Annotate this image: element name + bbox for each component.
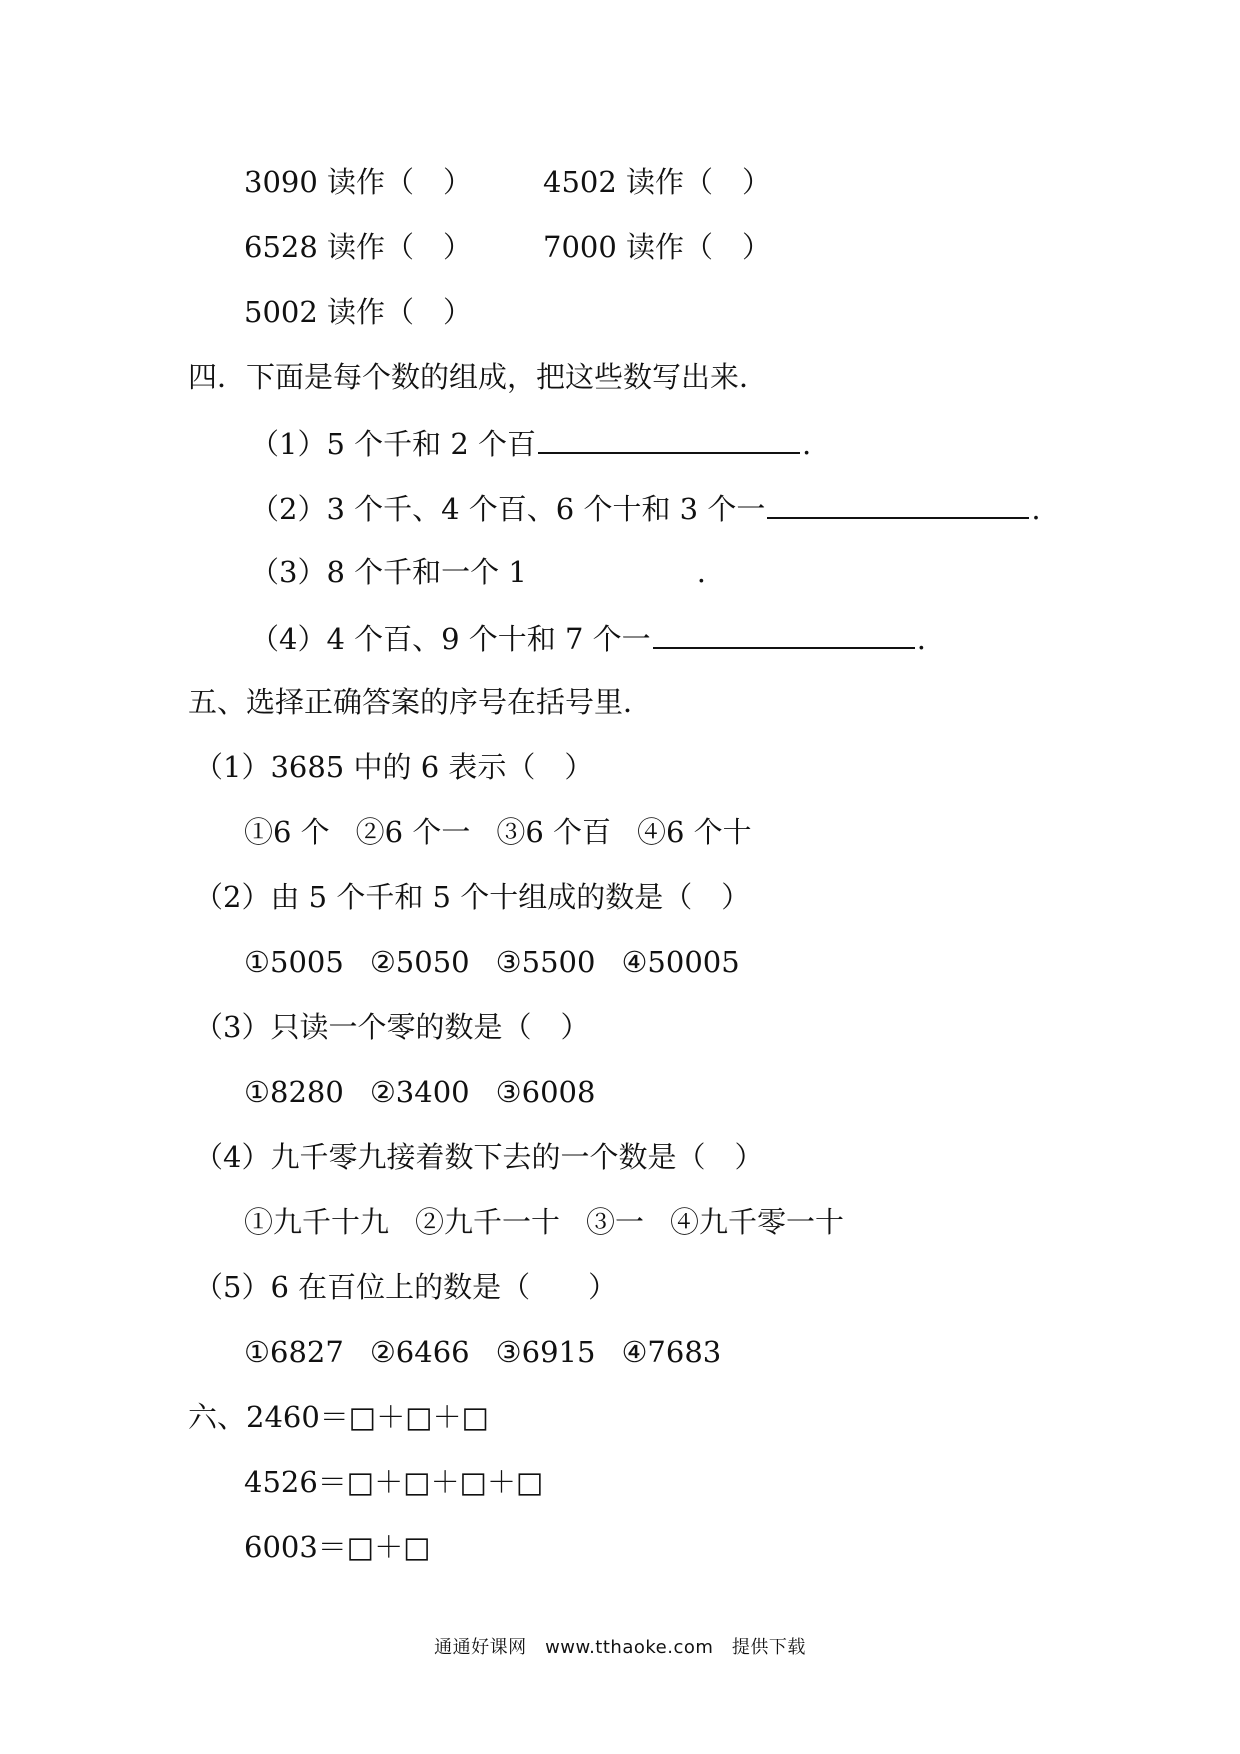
composition-item-4 <box>250 617 926 657</box>
option-1-3[interactable]: ③6 个百 <box>496 815 612 849</box>
composition-item-2-end: . <box>1031 492 1041 526</box>
read-item-6528: 6528 读作（ ） <box>244 230 473 264</box>
answer-blank-1[interactable] <box>538 422 800 454</box>
choice-question-1: （1）3685 中的 6 表示（ ） <box>194 750 594 784</box>
option-4-2[interactable]: ②九千一十 <box>415 1205 561 1239</box>
composition-item-4-text: （4）4 个百、9 个十和 7 个一 <box>250 622 651 656</box>
option-1-2[interactable]: ②6 个一 <box>355 815 471 849</box>
choice-options-2 <box>244 942 740 982</box>
option-3-2[interactable]: ②3400 <box>369 1075 470 1109</box>
option-4-4[interactable]: ④九千零一十 <box>670 1205 845 1239</box>
option-2-2[interactable]: ②5050 <box>369 945 470 979</box>
option-5-4[interactable]: ④7683 <box>621 1335 722 1369</box>
section-4-heading: 四．下面是每个数的组成，把这些数写出来． <box>188 360 769 394</box>
option-3-1[interactable]: ①8280 <box>244 1075 344 1109</box>
choice-question-3: （3）只读一个零的数是（ ） <box>194 1010 590 1044</box>
section-5-heading: 五、选择正确答案的序号在括号里． <box>188 685 653 719</box>
option-4-1[interactable]: ①九千十九 <box>244 1205 390 1239</box>
composition-item-1 <box>250 422 811 462</box>
decomposition-2460: 六、2460＝□＋□＋□ <box>188 1400 490 1434</box>
decomposition-4526: 4526＝□＋□＋□＋□ <box>244 1465 544 1499</box>
answer-blank-4[interactable] <box>653 617 915 649</box>
read-item-7000: 7000 读作（ ） <box>543 230 772 264</box>
choice-options-1 <box>244 812 752 852</box>
composition-item-3-end: . <box>696 555 707 589</box>
option-5-2[interactable]: ②6466 <box>369 1335 470 1369</box>
option-5-3[interactable]: ③6915 <box>495 1335 596 1369</box>
composition-item-3 <box>250 552 706 592</box>
decomposition-6003: 6003＝□＋□ <box>244 1530 431 1564</box>
choice-question-4: （4）九千零九接着数下去的一个数是（ ） <box>194 1140 764 1174</box>
choice-question-5: （5）6 在百位上的数是（ ） <box>194 1270 618 1304</box>
option-2-4[interactable]: ④50005 <box>621 945 740 979</box>
page-footer: 通通好课网 www.tthaoke.com 提供下载 <box>434 1637 806 1658</box>
option-2-3[interactable]: ③5500 <box>495 945 596 979</box>
choice-question-2: （2）由 5 个千和 5 个十组成的数是（ ） <box>194 880 751 914</box>
composition-item-3-text: （3）8 个千和一个 1 <box>250 555 527 589</box>
composition-item-2 <box>250 487 1041 527</box>
option-4-3[interactable]: ③一 <box>586 1205 645 1239</box>
composition-item-1-text: （1）5 个千和 2 个百 <box>250 427 537 461</box>
composition-item-2-text: （2）3 个千、4 个百、6 个十和 3 个一 <box>250 492 766 526</box>
read-item-5002: 5002 读作（ ） <box>244 295 473 329</box>
option-3-3[interactable]: ③6008 <box>495 1075 596 1109</box>
read-item-3090: 3090 读作（ ） <box>244 165 473 199</box>
option-1-1[interactable]: ①6 个 <box>244 815 330 849</box>
choice-options-5 <box>244 1332 721 1372</box>
option-1-4[interactable]: ④6 个十 <box>637 815 752 849</box>
choice-options-4 <box>244 1202 844 1242</box>
choice-options-3 <box>244 1072 595 1112</box>
composition-item-1-end: . <box>802 427 812 461</box>
option-5-1[interactable]: ①6827 <box>244 1335 344 1369</box>
option-2-1[interactable]: ①5005 <box>244 945 344 979</box>
answer-blank-2[interactable] <box>767 487 1029 519</box>
composition-item-4-end: . <box>916 622 926 656</box>
read-item-4502: 4502 读作（ ） <box>543 165 772 199</box>
